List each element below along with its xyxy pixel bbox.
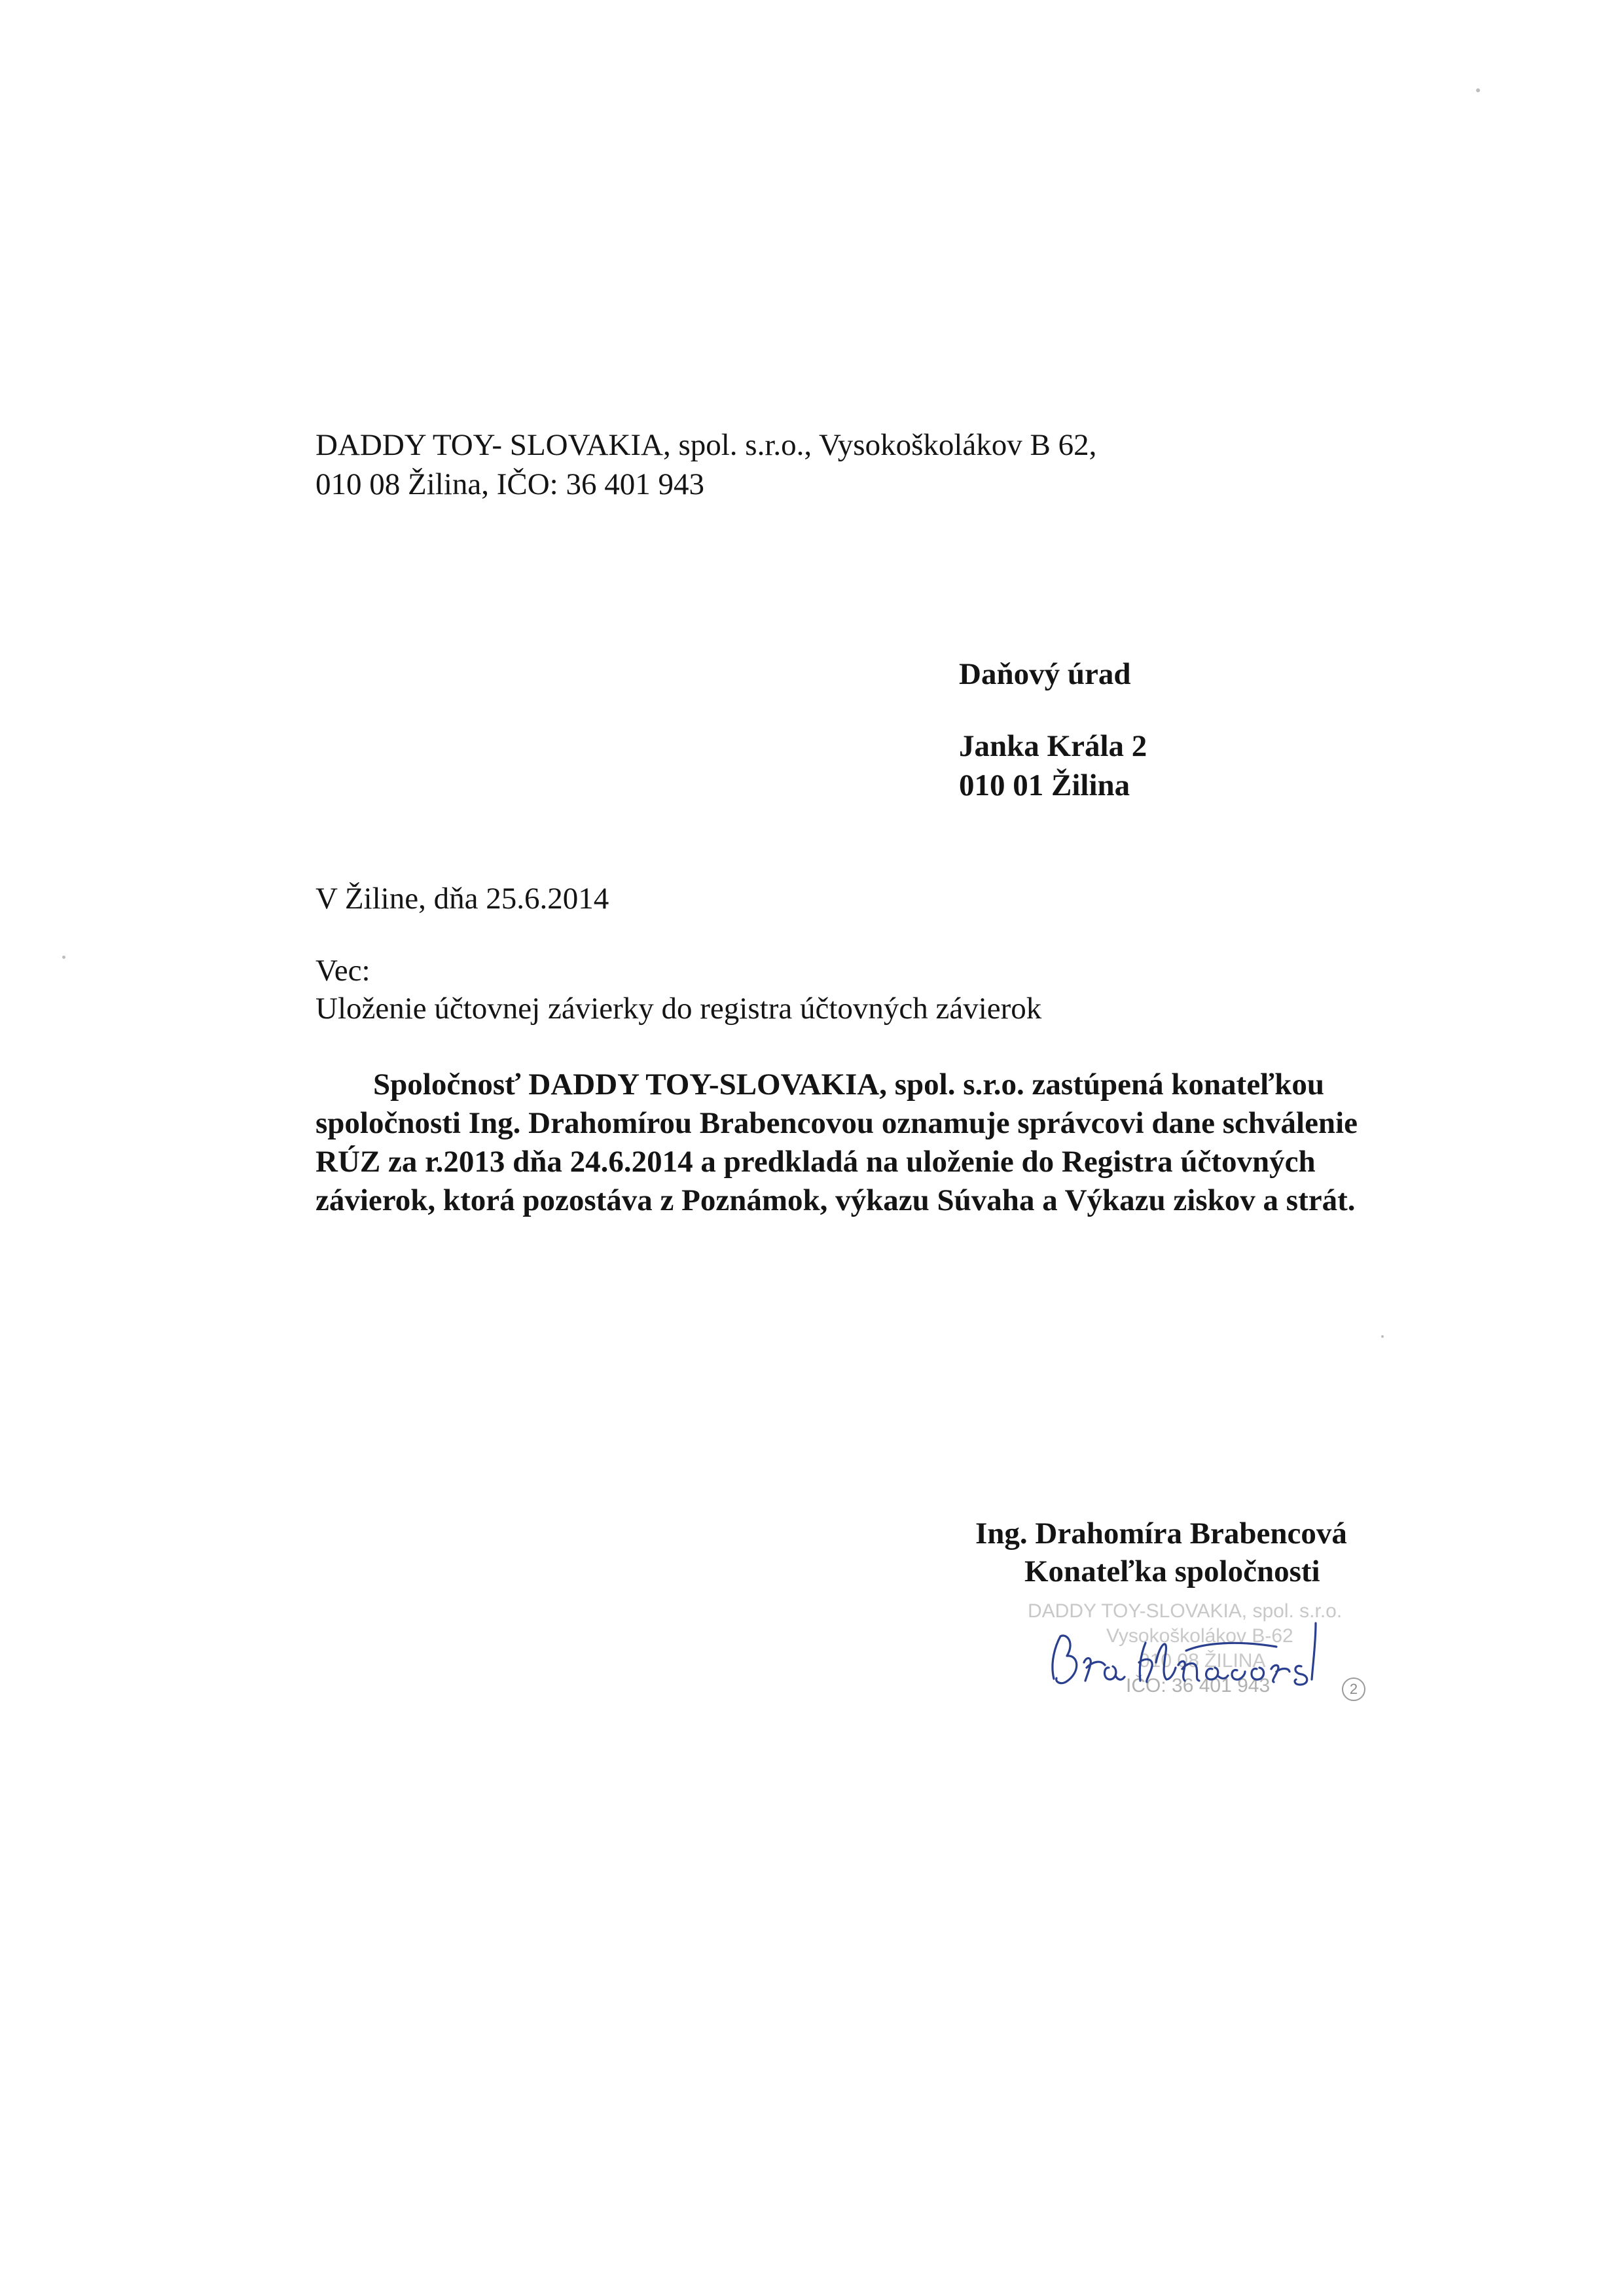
subject-text: Uloženie účtovnej závierky do registra účtovných závierok: [316, 992, 1042, 1026]
stamp-line-3: 010 08 ŽILINA: [1139, 1650, 1266, 1672]
recipient-street: Janka Krála 2: [959, 729, 1147, 763]
subject-label: Vec:: [316, 954, 370, 988]
signatory-role: Konateľka spoločnosti: [1024, 1554, 1320, 1588]
handwritten-signature: [1041, 1617, 1342, 1708]
stamp-line-1: DADDY TOY-SLOVAKIA, spol. s.r.o.: [1028, 1600, 1343, 1622]
scan-speck: [1476, 88, 1480, 92]
sender-line-1: DADDY TOY- SLOVAKIA, spol. s.r.o., Vysokoškolákov B 62,: [316, 428, 1097, 462]
stamp-line-4: IČO: 36 401 943: [1126, 1675, 1271, 1696]
recipient-city: 010 01 Žilina: [959, 768, 1130, 802]
body-paragraph: Spoločnosť DADDY TOY-SLOVAKIA, spol. s.r.o. zastúpená konateľkou spoločnosti Ing. Drahomírou Brabencovou oznamuje správcovi dane schválenie RÚZ za r.2013 dňa 24.6.2014 a predkladá na uloženie do Registra účtovných závierok, ktorá pozostáva z Poznámok, výkazu Súvaha a Výkazu ziskov a strát.: [316, 1067, 1358, 1217]
scan-speck: [1381, 1335, 1384, 1338]
stamp-circle-mark: 2: [1342, 1677, 1365, 1701]
date-line: V Žiline, dňa 25.6.2014: [316, 882, 609, 916]
recipient-name: Daňový úrad: [959, 657, 1131, 691]
signatory-name: Ing. Drahomíra Brabencová: [975, 1516, 1347, 1551]
sender-line-2: 010 08 Žilina, IČO: 36 401 943: [316, 467, 704, 501]
stamp-line-2: Vysokoškolákov B-62: [1106, 1625, 1293, 1647]
scan-speck: [62, 956, 65, 959]
